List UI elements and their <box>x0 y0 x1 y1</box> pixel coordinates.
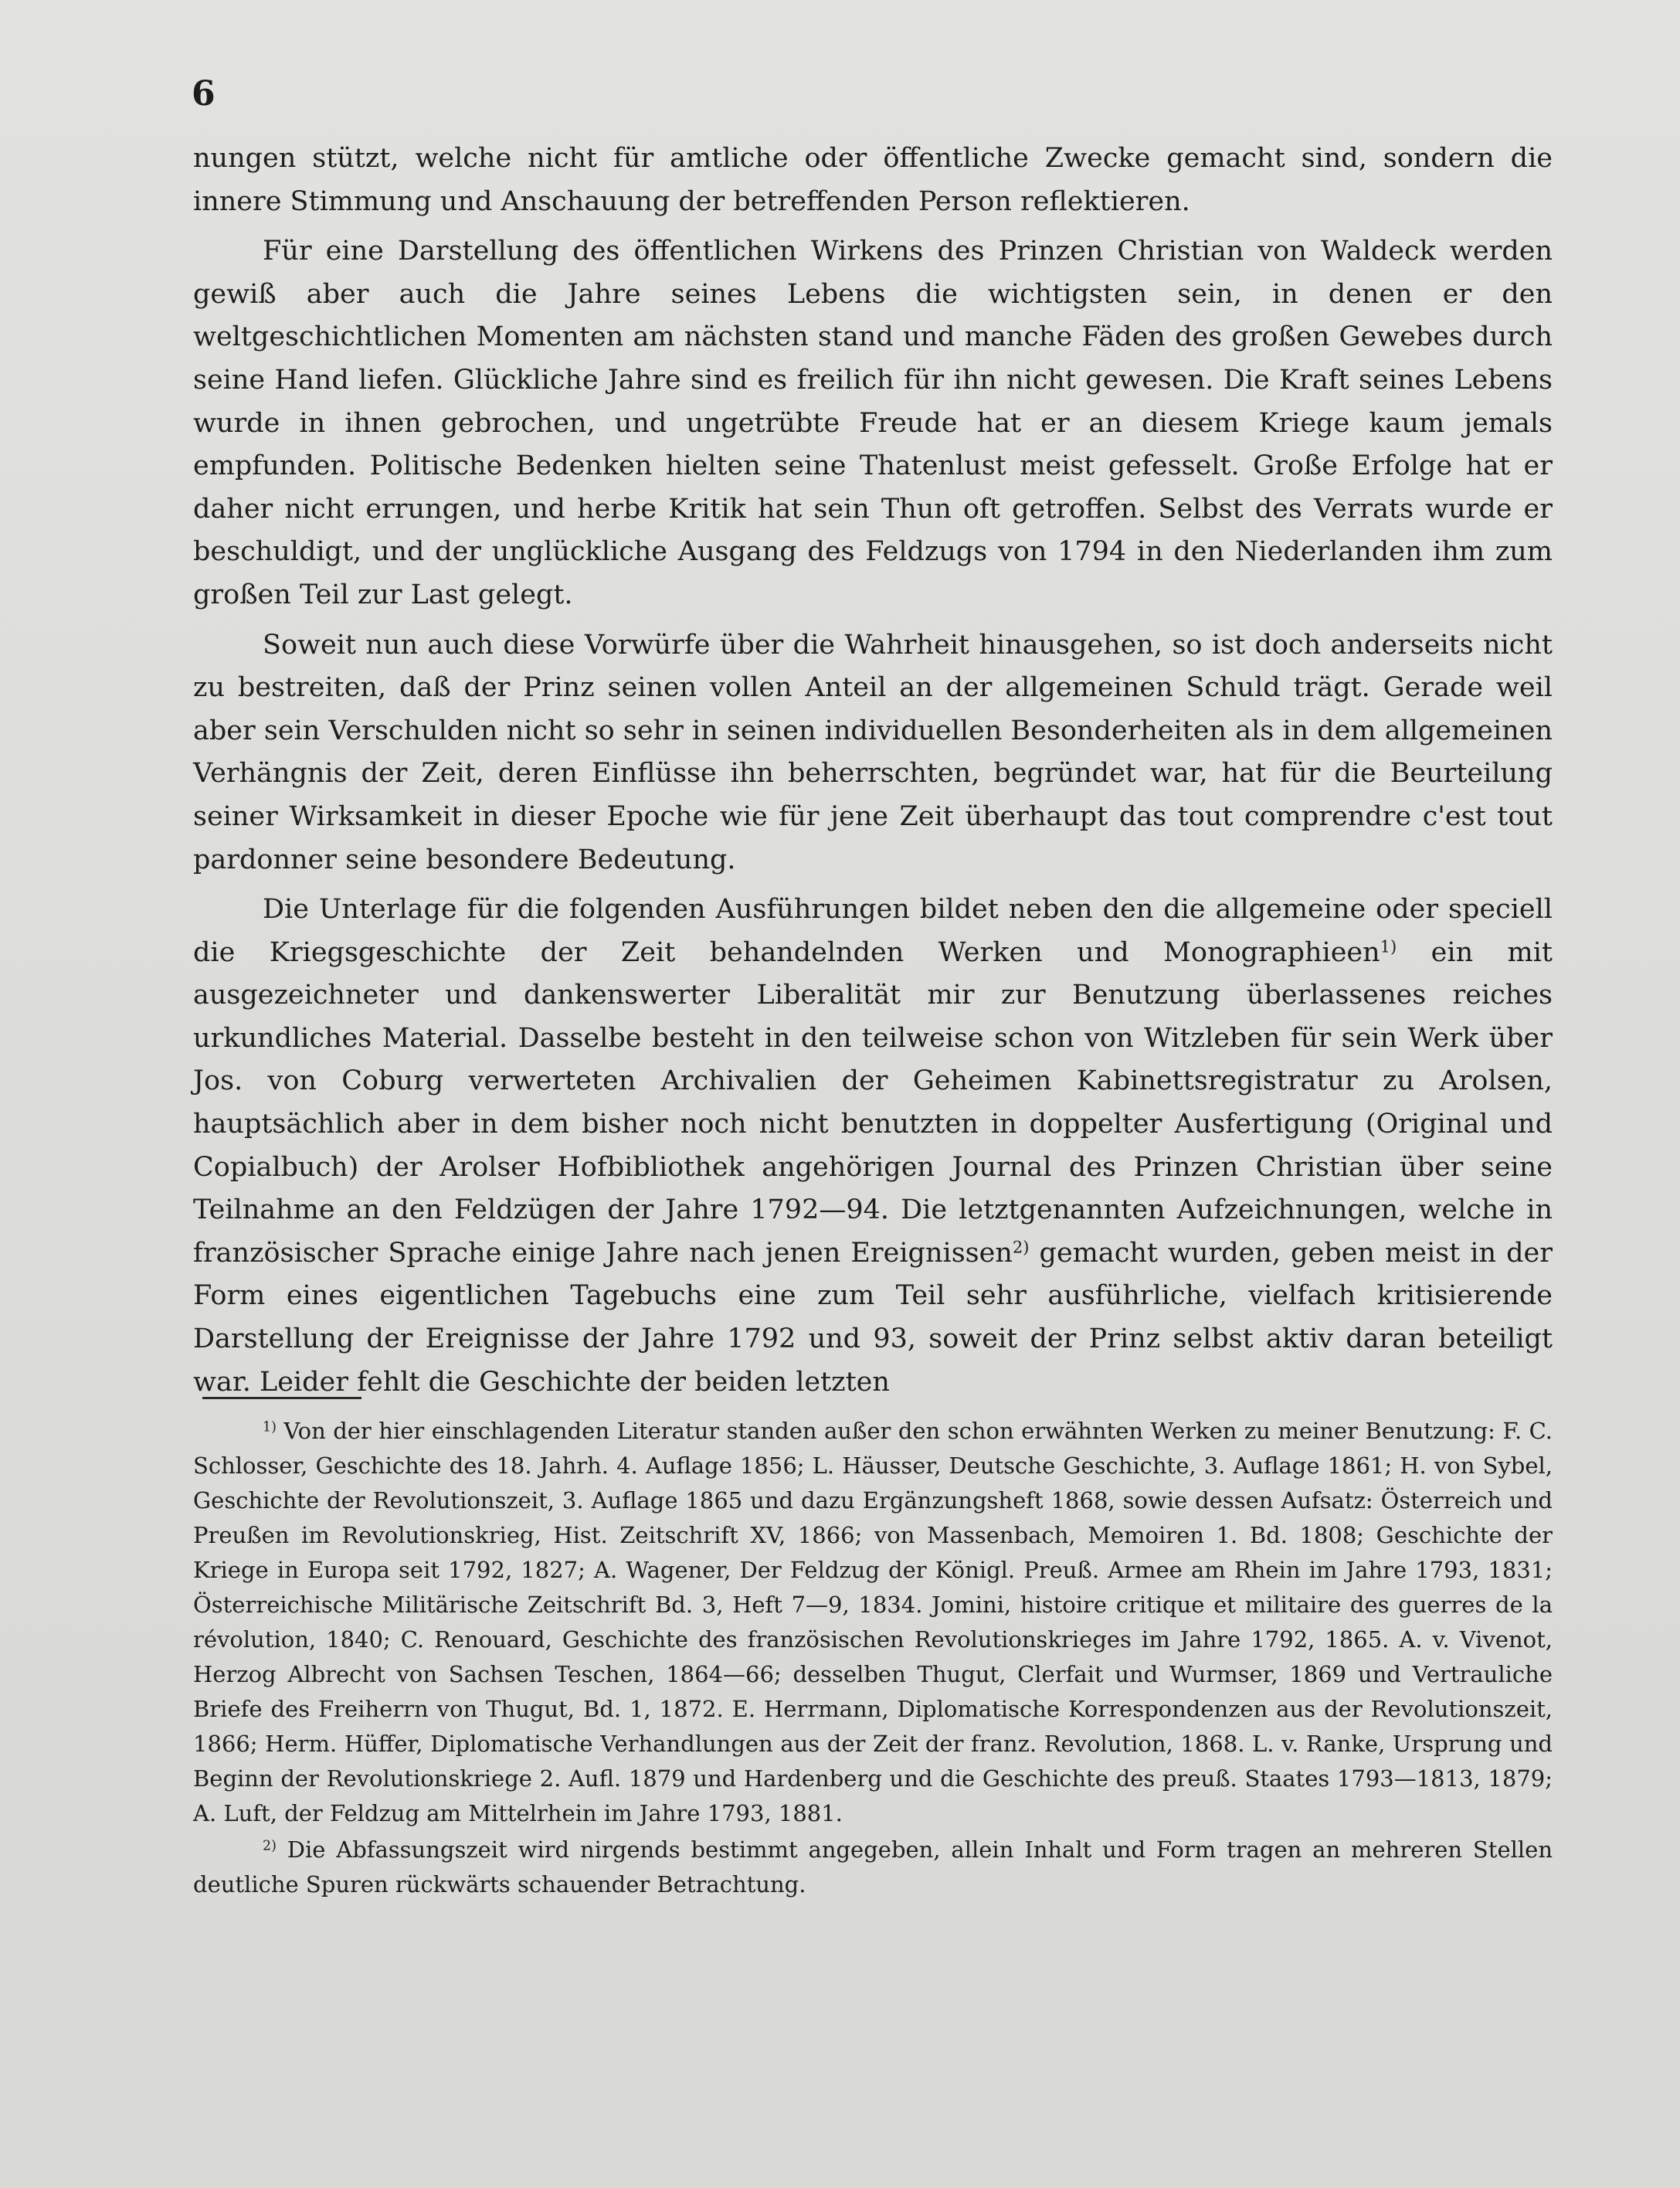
footnote-1 <box>193 1414 1553 1831</box>
footnote-2-mark: 2) <box>263 1838 277 1854</box>
paragraph-3: Soweit nun auch diese Vorwürfe über die Wahrheit hinausgehen, so ist doch anderseits nicht zu bestreiten, daß der Prinz seinen vollen Anteil an der allgemeinen Schuld trägt. Gerade weil aber sein Verschulden nicht so sehr in seinen individuellen Besonderheiten als in dem allgemeinen Verhängnis der Zeit, deren Einflüsse ihn beherrschten, begründet war, hat für die Beurteilung seiner Wirksamkeit in dieser Epoche wie für jene Zeit überhaupt das tout comprendre c'est tout pardonner seine besondere Bedeutung. <box>193 629 1553 875</box>
paragraph-4-part-3: gemacht wurden, geben meist in der Form eines eigentlichen Tagebuchs eine zum Teil sehr ausführliche, vielfach kritisierende Darstellung der Ereignisse der Jahre 1792 und 93, soweit der Prinz selbst aktiv daran beteiligt war. Leider fehlt die Geschichte der beiden letzten <box>193 1237 1553 1398</box>
paragraph-4-part-2: ein mit ausgezeichneter und dankenswerter Liberalität mir zur Benutzung überlassenes reiches urkundliches Material. Dasselbe besteht in den teilweise schon von Witzleben für sein Werk über Jos. von Coburg verwerteten Archivalien der Geheimen Kabinettsregistratur zu Arolsen, hauptsächlich aber in dem bisher noch nicht benutzten in doppelter Ausfertigung (Original und Copialbuch) der Arolser Hofbibliothek angehörigen Journal des Prinzen Christian über seine Teilnahme an den Feldzügen der Jahre 1792—94. Die letztgenannten Aufzeichnungen, welche in französischer Sprache einige Jahre nach jenen Ereignissen <box>193 936 1553 1269</box>
footnote-1-mark: 1) <box>263 1419 277 1435</box>
paragraph-2: Für eine Darstellung des öffentlichen Wirkens des Prinzen Christian von Waldeck werden gewiß aber auch die Jahre seines Lebens die wichtigsten sein, in denen er den weltgeschichtlichen Momenten am nächsten stand und manche Fäden des großen Gewebes durch seine Hand liefen. Glückliche Jahre sind es freilich für ihn nicht gewesen. Die Kraft seines Lebens wurde in ihnen gebrochen, und ungetrübte Freude hat er an diesem Kriege kaum jemals empfunden. Politische Bedenken hielten seine Thatenlust meist gefesselt. Große Erfolge hat er daher nicht errungen, und herbe Kritik hat sein Thun oft getroffen. Selbst des Verrats wurde er beschuldigt, und der unglückliche Ausgang des Feldzugs von 1794 in den Niederlanden ihm zum großen Teil zur Last gelegt. <box>193 236 1553 610</box>
footnote-reference-2[interactable]: 2) <box>1012 1238 1030 1257</box>
body-text <box>193 138 1553 1404</box>
footnote-reference-1[interactable]: 1) <box>1380 937 1397 956</box>
paragraph-4-part-1: Die Unterlage für die folgenden Ausführungen bildet neben den die allgemeine oder speciell die Kriegsgeschichte der Zeit behandelnden Werken und Monographieen <box>193 894 1553 968</box>
footnote-2 <box>193 1833 1553 1902</box>
footnote-1-text: Von der hier einschlagenden Literatur standen außer den schon erwähnten Werken zu meiner Benutzung: F. C. Schlosser, Geschichte des 18. Jahrh. 4. Auflage 1856; L. Häusser, Deutsche Geschichte, 3. Auflage 1861; H. von Sybel, Geschichte der Revolutionszeit, 3. Auflage 1865 und dazu Ergänzungsheft 1868, sowie dessen Aufsatz: Österreich und Preußen im Revolutionskrieg, Hist. Zeitschrift XV, 1866; von Massenbach, Memoiren 1. Bd. 1808; Geschichte der Kriege in Europa seit 1792, 1827; A. Wagener, Der Feldzug der Königl. Preuß. Armee am Rhein im Jahre 1793, 1831; Österreichische Militärische Zeitschrift Bd. 3, Heft 7—9, 1834. Jomini, histoire critique et militaire des guerres de la révolution, 1840; C. Renouard, Geschichte des französischen Revolutionskrieges im Jahre 1792, 1865. A. v. Vivenot, Herzog Albrecht von Sachsen Teschen, 1864—66; desselben Thugut, Clerfait und Wurmser, 1869 und Vertrauliche Briefe des Freiherrn von Thugut, Bd. 1, 1872. E. Herrmann, Diplomatische Korrespondenzen aus der Revolutionszeit, 1866; Herm. Hüffer, Diplomatische Verhandlungen aus der Zeit der franz. Revolution, 1868. L. v. Ranke, Ursprung und Beginn der Revolutionskriege 2. Aufl. 1879 und Hardenberg und die Geschichte des preuß. Staates 1793—1813, 1879; A. Luft, der Feldzug am Mittelrhein im Jahre 1793, 1881. <box>193 1418 1553 1826</box>
footnotes <box>193 1414 1553 1902</box>
paragraph-4 <box>193 888 1553 1404</box>
paragraph-1: nungen stützt, welche nicht für amtliche oder öffentliche Zwecke gemacht sind, sondern die innere Stimmung und Anschauung der betreffenden Person reflektieren. <box>193 143 1553 217</box>
footnote-divider <box>202 1397 361 1399</box>
footnote-2-text: Die Abfassungszeit wird nirgends bestimmt angegeben, allein Inhalt und Form tragen an mehreren Stellen deutliche Spuren rückwärts schauender Betrachtung. <box>193 1836 1553 1898</box>
page-number: 6 <box>192 74 216 114</box>
